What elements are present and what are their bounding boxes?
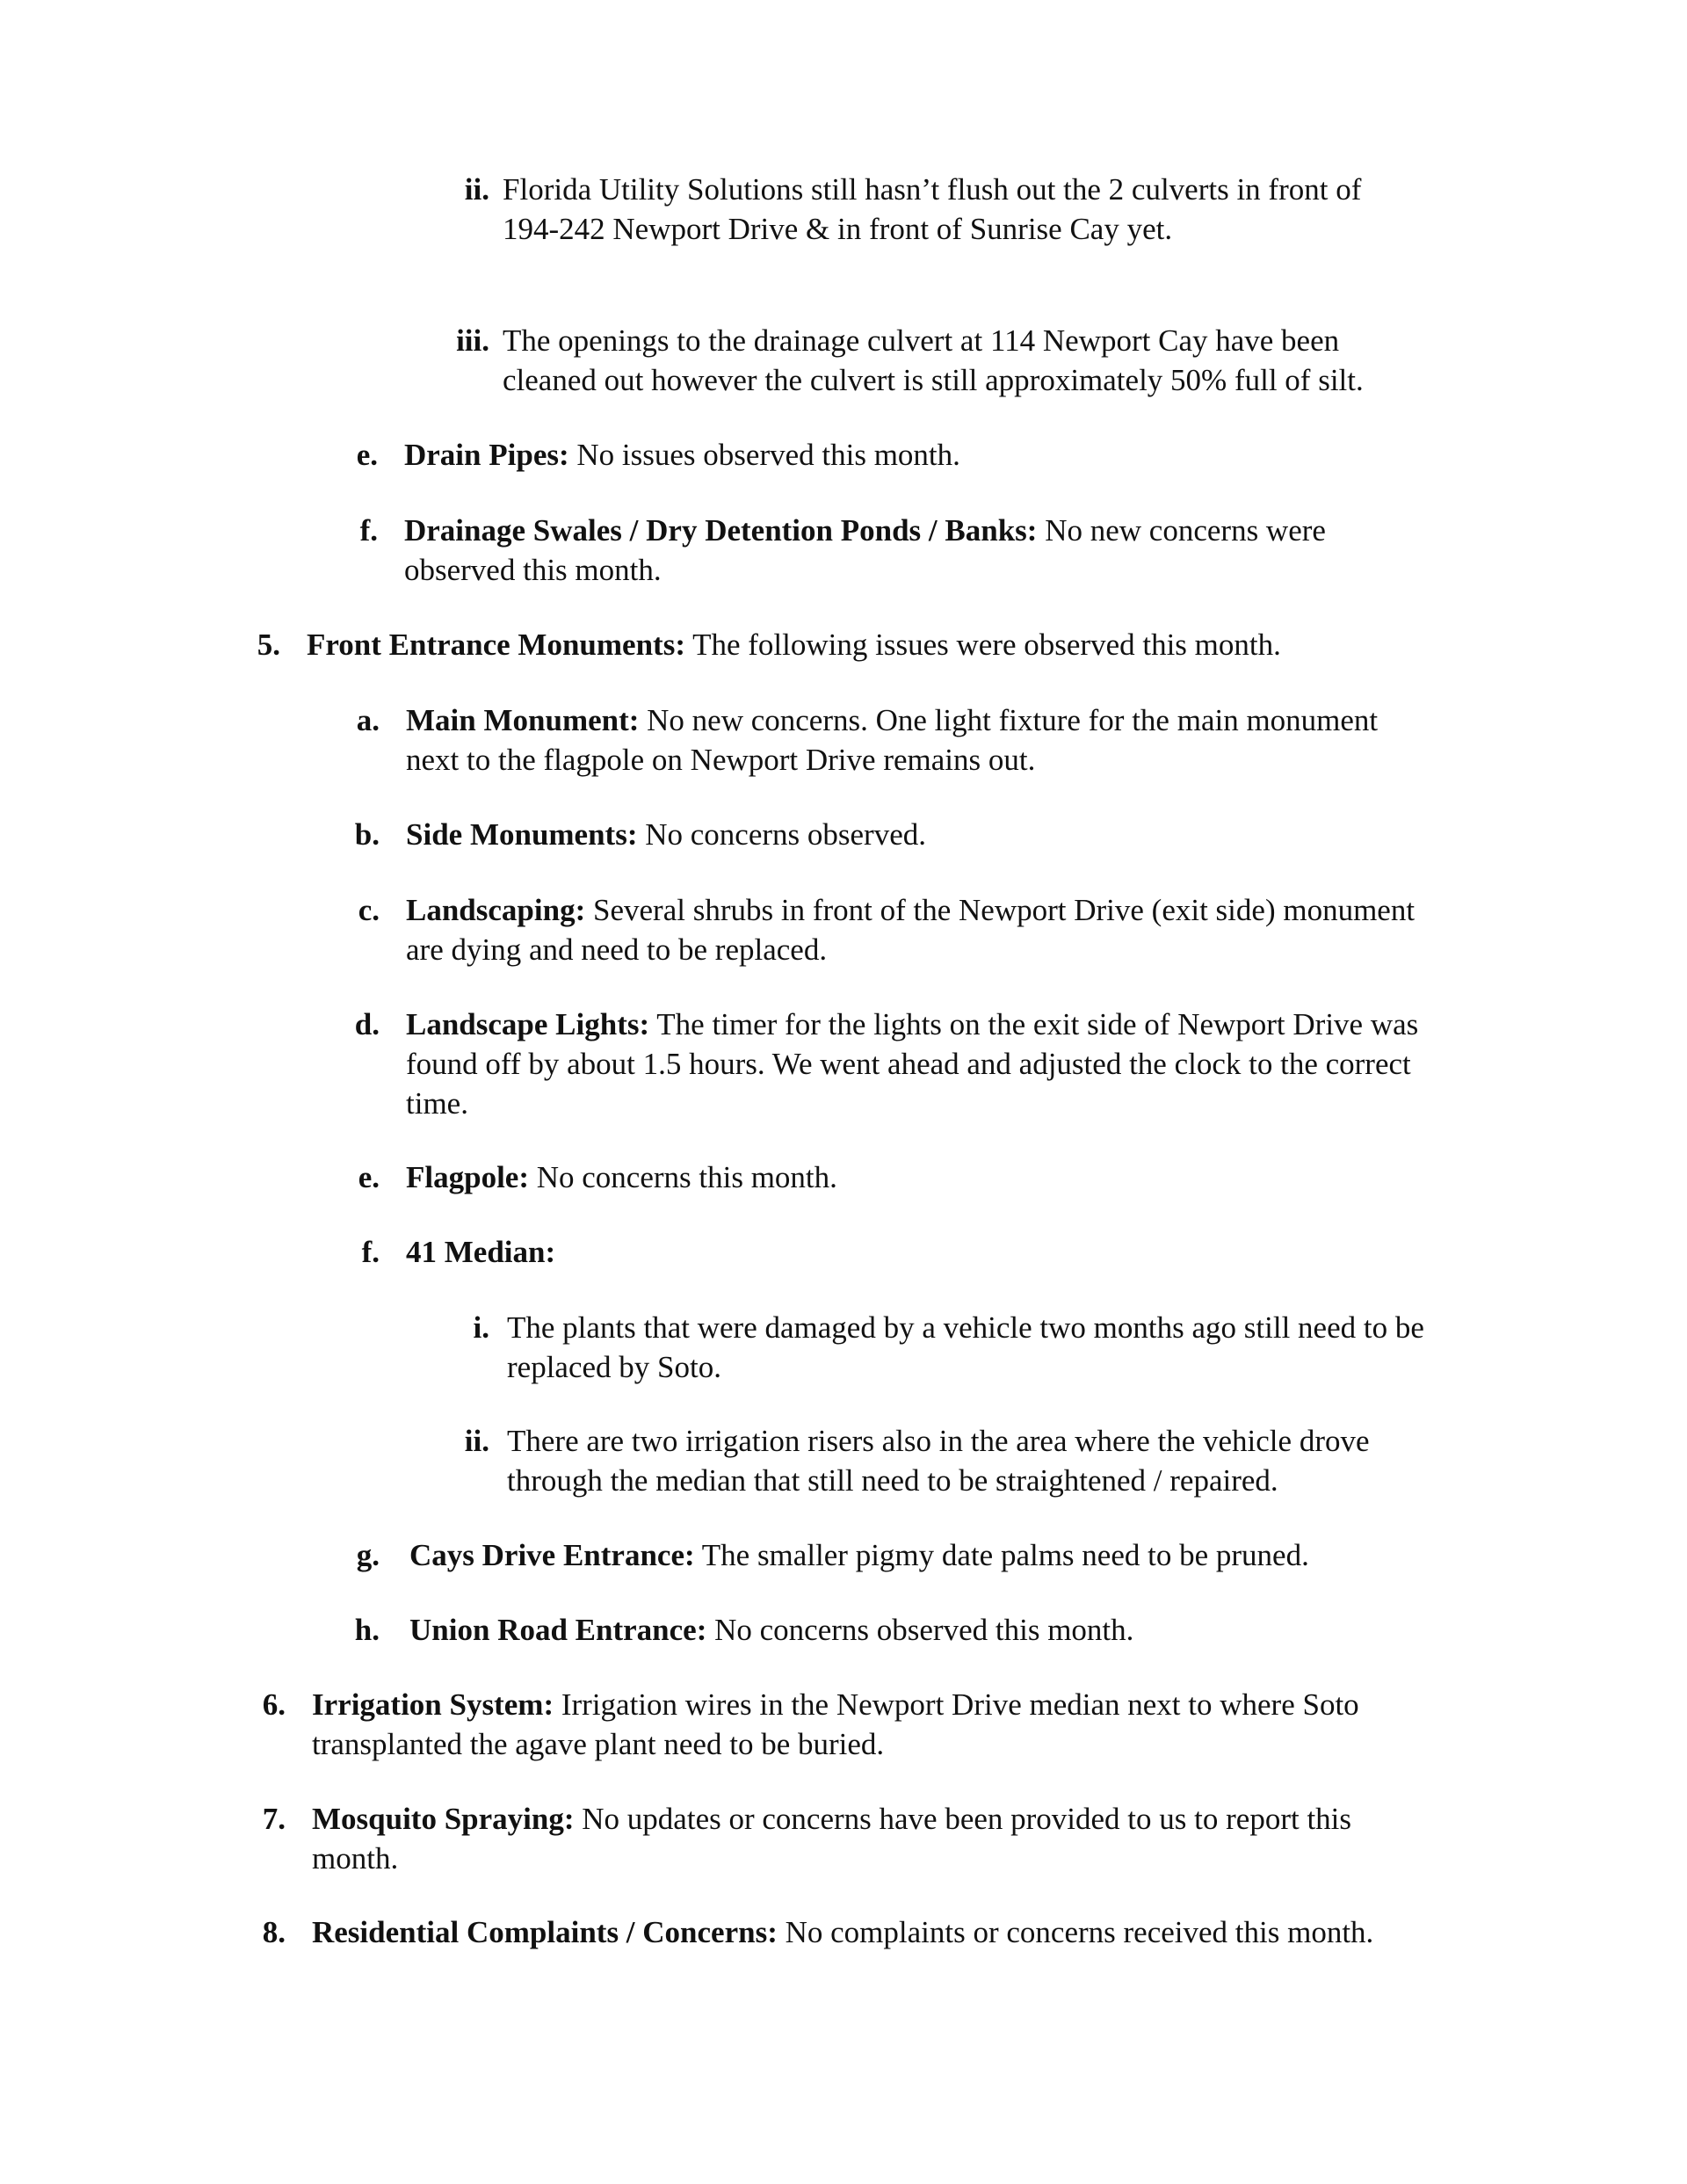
item-label: Residential Complaints / Concerns:: [312, 1915, 778, 1949]
item-label: Landscape Lights:: [406, 1007, 650, 1041]
item-text-line: replaced by Soto.: [507, 1350, 721, 1384]
list-marker: ii.: [464, 172, 489, 207]
item-text-line: month.: [312, 1841, 399, 1876]
item-text: The smaller pigmy date palms need to be pruned.: [694, 1538, 1309, 1572]
list-marker: h.: [354, 1613, 380, 1647]
item-label: Union Road Entrance:: [409, 1613, 707, 1647]
list-marker: e.: [358, 1160, 380, 1194]
list-marker: d.: [354, 1007, 380, 1041]
list-marker: 8.: [262, 1915, 286, 1949]
item-text: No concerns observed this month.: [706, 1613, 1134, 1647]
item-text: No new concerns were: [1037, 513, 1326, 548]
item-text-line: time.: [406, 1086, 468, 1121]
item-text: The following issues were observed this month.: [685, 628, 1281, 662]
item-text: No issues observed this month.: [568, 438, 960, 472]
item-text: No updates or concerns have been provided to us to report this: [574, 1802, 1352, 1836]
list-marker: 5.: [257, 628, 280, 662]
list-marker: f.: [359, 513, 378, 548]
item-text-line: The openings to the drainage culvert at 114 Newport Cay have been: [503, 323, 1340, 358]
item-text: No new concerns. One light fixture for the main monument: [639, 703, 1379, 737]
item-label: Drain Pipes:: [404, 438, 569, 472]
item-text: Irrigation wires in the Newport Drive median next to where Soto: [554, 1687, 1359, 1722]
item-text-line: observed this month.: [404, 553, 662, 587]
item-text: The timer for the lights on the exit side of Newport Drive was: [649, 1007, 1419, 1041]
item-label: Landscaping:: [406, 893, 586, 927]
item-text-line: through the median that still need to be straightened / repaired.: [507, 1463, 1278, 1498]
item-text-line: found off by about 1.5 hours. We went ahead and adjusted the clock to the correct: [406, 1047, 1411, 1081]
list-marker: g.: [356, 1538, 380, 1572]
item-label: Flagpole:: [406, 1160, 529, 1194]
item-label: Main Monument:: [406, 703, 640, 737]
list-marker: f.: [361, 1235, 380, 1269]
item-label: 41 Median:: [406, 1235, 556, 1269]
list-marker: ii.: [464, 1424, 489, 1458]
list-marker: iii.: [456, 323, 489, 358]
list-marker: 6.: [262, 1687, 286, 1722]
item-label: Side Monuments:: [406, 817, 638, 852]
item-label: Drainage Swales / Dry Detention Ponds / Banks:: [404, 513, 1038, 548]
list-marker: c.: [358, 893, 380, 927]
item-text-line: The plants that were damaged by a vehicle two months ago still need to be: [507, 1310, 1424, 1345]
item-text-line: transplanted the agave plant need to be buried.: [312, 1727, 885, 1761]
item-label: Cays Drive Entrance:: [409, 1538, 695, 1572]
item-text: Several shrubs in front of the Newport Drive (exit side) monument: [585, 893, 1415, 927]
item-text-line: Florida Utility Solutions still hasn’t flush out the 2 culverts in front of: [503, 172, 1362, 207]
list-marker: 7.: [262, 1802, 286, 1836]
item-text-line: are dying and need to be replaced.: [406, 932, 828, 967]
item-text-line: next to the flagpole on Newport Drive remains out.: [406, 743, 1036, 777]
item-text-line: There are two irrigation risers also in the area where the vehicle drove: [507, 1424, 1370, 1458]
item-text-line: 194-242 Newport Drive & in front of Sunrise Cay yet.: [503, 212, 1173, 246]
item-text-line: cleaned out however the culvert is still approximately 50% full of silt.: [503, 363, 1364, 397]
list-marker: i.: [473, 1310, 489, 1345]
list-marker: a.: [356, 703, 380, 737]
item-text: No concerns observed.: [637, 817, 927, 852]
item-text: No concerns this month.: [528, 1160, 837, 1194]
item-text: No complaints or concerns received this month.: [777, 1915, 1374, 1949]
item-label: Mosquito Spraying:: [312, 1802, 575, 1836]
list-marker: e.: [356, 438, 378, 472]
item-label: Front Entrance Monuments:: [307, 628, 685, 662]
item-label: Irrigation System:: [312, 1687, 554, 1722]
list-marker: b.: [354, 817, 380, 852]
